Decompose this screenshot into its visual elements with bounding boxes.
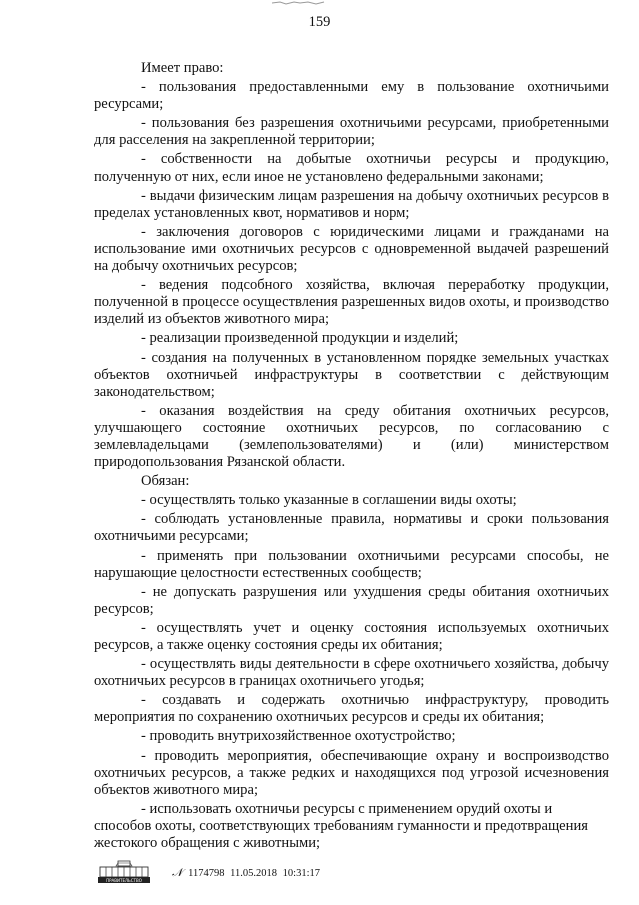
paragraph: - проводить внутрихозяйственное охотустройство; <box>141 728 456 745</box>
paragraph: - не допускать разрушения или ухудшения среды обитания охотничьих ресурсов; <box>94 583 609 617</box>
document-body <box>94 60 609 854</box>
government-building-emblem-icon <box>96 859 152 885</box>
paragraph: - выдачи физическим лицам разрешения на добычу охотничьих ресурсов в пределах установленных квот, нормативов и норм; <box>94 187 609 221</box>
paragraph: - применять при пользовании охотничьими ресурсами способы, не нарушающие целостности естественных сообществ; <box>94 547 609 581</box>
paragraph: - заключения договоров с юридическими лицами и гражданами на использование ими охотничьих ресурсов с одновременной выдачей разрешений на добычу охотничьих ресурсов; <box>94 223 609 275</box>
paragraph: Имеет право: <box>141 60 224 76</box>
paragraph: - создания на полученных в установленном порядке земельных участках объектов охотничьей инфраструктуры в соответствии с действующим законодательством; <box>94 349 609 400</box>
paragraph: - использовать охотничьи ресурсы с применением орудий охоты и способов охоты, соответствующих требованиям гуманности и предотвращения жестокого обращения с животными; <box>94 800 588 852</box>
emblem-caption: ПРАВИТЕЛЬСТВО <box>106 878 142 883</box>
paragraph: - соблюдать установленные правила, нормативы и сроки пользования охотничьими ресурсами; <box>94 511 609 545</box>
paragraph: - пользования предоставленными ему в пользование охотничьими ресурсами; <box>94 79 609 113</box>
page-number: 159 <box>308 14 331 30</box>
registration-number: 1174798 <box>188 868 225 879</box>
paragraph: - создавать и содержать охотничью инфраструктуру, проводить мероприятия по сохранению охотничьих ресурсов и среды их обитания; <box>94 692 609 726</box>
paragraph: - оказания воздействия на среду обитания охотничьих ресурсов, улучшающего состояние охотничьих ресурсов, по согласованию с землевладельцами (землепользователями) и (или) министерством природопользования Рязанской области. <box>94 402 609 471</box>
scan-artifact <box>270 0 330 6</box>
paragraph: - ведения подсобного хозяйства, включая переработку продукции, полученной в процессе осуществления разрешенных видов охоты, и производство изделий из объектов животного мира; <box>94 277 609 328</box>
paragraph: - осуществлять только указанные в соглашении виды охоты; <box>141 492 517 509</box>
paragraph: Обязан: <box>141 473 190 490</box>
registration-footer <box>96 859 576 881</box>
registration-date: 11.05.2018 <box>230 868 278 879</box>
signature-mark-icon: 𝒩 <box>172 867 183 879</box>
registration-stamp <box>172 867 323 880</box>
paragraph: - реализации произведенной продукции и изделий; <box>141 330 459 347</box>
paragraph: - пользования без разрешения охотничьими ресурсами, приобретенными для расселения на закрепленной территории; <box>94 115 609 149</box>
paragraph: - осуществлять виды деятельности в сфере охотничьего хозяйства, добычу охотничьих ресурсов в границах охотничьего угодья; <box>94 656 609 690</box>
paragraph: - осуществлять учет и оценку состояния используемых охотничьих ресурсов, а также оценку состояния среды их обитания; <box>94 619 609 653</box>
paragraph: - собственности на добытые охотничьи ресурсы и продукцию, полученную от них, если иное не установлено федеральными законами; <box>94 151 609 185</box>
paragraph: - проводить мероприятия, обеспечивающие охрану и воспроизводство охотничьих ресурсов, а также редких и находящихся под угрозой исчезновения объектов животного мира; <box>94 747 609 798</box>
registration-time: 10:31:17 <box>282 868 321 879</box>
